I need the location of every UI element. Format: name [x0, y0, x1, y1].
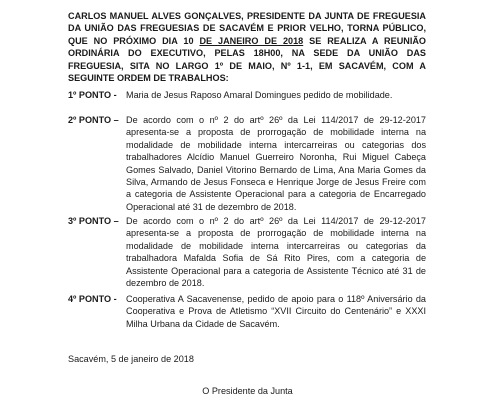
- agenda-item-label: 2º PONTO –: [68, 115, 119, 125]
- agenda-item-text: Maria de Jesus Raposo Amaral Domingues pedido de mobilidade.: [126, 90, 393, 100]
- agenda-item-4: [68, 293, 426, 330]
- agenda-item-label: 4º PONTO -: [68, 294, 117, 304]
- agenda-item-label: 1º PONTO -: [68, 90, 117, 100]
- agenda-item-text: Cooperativa A Sacavenense, pedido de apoio para o 118º Aniversário da Cooperativa e Prova de Atletismo “XVII Circuito do Centenário” e XXXI Milha Urbana da Cidade de Sacavém.: [126, 294, 426, 329]
- document-date: Sacavém, 5 de janeiro de 2018: [68, 354, 194, 364]
- agenda-item-text: De acordo com o nº 2 do artº 26º da Lei 114/2017 de 29-12-2017 apresenta-se a proposta de prorrogação de mobilidade interna na modalidade de mobilidade interna intercarreiras ou categorias dos trabalhadores Alcídio Manuel Guerreiro Noronha, Rui Miguel Cabeça Gomes Salvado, Daniel Vitorino Bernardo de Lima, Ana Maria Gomes da Silva, Armando de Jesus Fonseca e Henrique Jorge de Jesus Freire com a categoria de Assistente Operacional para a categoria de Encarregado Operacional até 31 de dezembro de 2018.: [126, 115, 426, 212]
- header-text-part2: SE REALIZA A REUNIÃO ORDINÁRIA DO EXECUTIVO, PELAS 18H00, NA SEDE DA UNIÃO DAS FREGUESIA, SITA NO LARGO 1º DE MAIO, Nº 1-1, EM SACAVÉM, COM A SEGUINTE ORDEM DE TRABALHOS:: [68, 35, 426, 84]
- agenda-item-2: [68, 114, 426, 213]
- announcement-header: [68, 10, 426, 84]
- signature-title: O Presidente da Junta: [202, 386, 293, 396]
- agenda-item-label: 3º PONTO –: [68, 216, 119, 226]
- agenda-item-text: De acordo com o nº 2 do artº 26º da Lei 114/2017 de 29-12-2017 apresenta-se a proposta de prorrogação de mobilidade interna na modalidade de mobilidade interna intercarreiras ou categorias da trabalhadora Mafalda Sofia de Sá Rito Pires, com a categoria de Assistente Operacional para a categoria de Assistente Técnico até 31 de dezembro de 2018.: [126, 216, 426, 289]
- agenda-item-1: [68, 89, 426, 101]
- agenda-item-3: [68, 215, 426, 289]
- header-meeting-date: DE JANEIRO DE 2018: [199, 35, 304, 46]
- header-text-part1: CARLOS MANUEL ALVES GONÇALVES, PRESIDENTE DA JUNTA DE FREGUESIA DA UNIÃO DAS FREGUESIAS DE SACAVÉM E PRIOR VELHO, TORNA PÚBLICO, QUE NO PRÓXIMO DIA 10: [68, 11, 426, 46]
